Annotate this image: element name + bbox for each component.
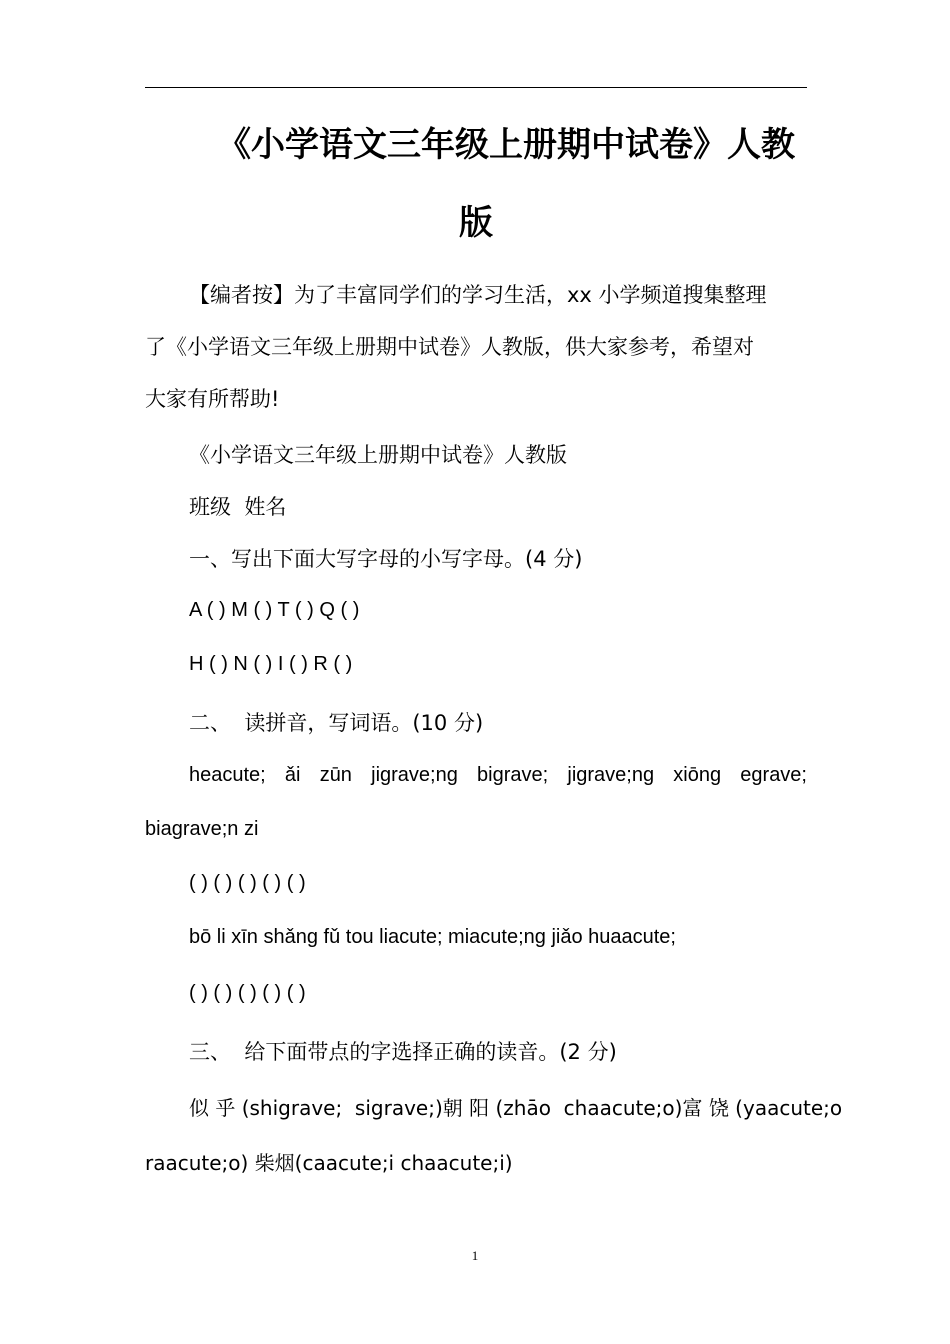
- section-2-heading: 二、 读拼音，写词语。(10 分): [189, 711, 484, 735]
- pinyin-word: xiōng: [673, 764, 722, 786]
- section-2-pinyin-line-1-continued: biagrave;n zi: [145, 818, 259, 840]
- document-title-line-2: 版: [459, 203, 493, 243]
- page-number: 1: [471, 1248, 479, 1263]
- section-1-row-1: A ( ) M ( ) T ( ) Q ( ): [189, 599, 360, 621]
- pinyin-word: jigrave;ng: [567, 764, 655, 786]
- pinyin-word: ǎi: [284, 764, 301, 786]
- intro-line-3: 大家有所帮助!: [145, 387, 280, 411]
- document-title-line-1: 《小学语文三年级上册期中试卷》人教: [217, 125, 795, 165]
- header-rule: [145, 87, 807, 88]
- intro-line-1: 【编者按】为了丰富同学们的学习生活，xx 小学频道搜集整理: [189, 283, 767, 307]
- section-2-pinyin-line-1: [145, 764, 807, 787]
- section-3-heading: 三、 给下面带点的字选择正确的读音。(2 分): [189, 1040, 617, 1064]
- section-2-blanks-1: ( ) ( ) ( ) ( ) ( ): [189, 872, 306, 894]
- class-name-line: 班级 姓名: [189, 495, 287, 519]
- section-3-line-2: raacute;o) 柴烟(caacute;i chaacute;i): [145, 1151, 513, 1175]
- pinyin-word: egrave;: [740, 764, 807, 786]
- subtitle: 《小学语文三年级上册期中试卷》人教版: [189, 443, 567, 467]
- section-1-heading: 一、写出下面大写字母的小写字母。(4 分): [189, 547, 583, 571]
- section-2-blanks-2: ( ) ( ) ( ) ( ) ( ): [189, 982, 306, 1004]
- section-2-pinyin-line-2: bō li xīn shǎng fǔ tou liacute; miacute;ng jiǎo huaacute;: [189, 926, 676, 948]
- pinyin-word: bigrave;: [477, 764, 549, 786]
- section-1-row-2: H ( ) N ( ) I ( ) R ( ): [189, 653, 353, 675]
- pinyin-word: zūn: [319, 764, 352, 786]
- reading-choice-item: 富 饶 (yaacute;o: [682, 1096, 843, 1120]
- reading-choice-item: 朝 阳 (zhāo chaacute;o): [442, 1096, 683, 1120]
- reading-choice-item: 似 乎 (shigrave; sigrave;): [189, 1096, 443, 1120]
- section-3-line-1: [145, 1092, 843, 1121]
- pinyin-word: heacute;: [189, 764, 266, 786]
- intro-line-2: 了《小学语文三年级上册期中试卷》人教版，供大家参考，希望对: [145, 335, 754, 359]
- pinyin-word: jigrave;ng: [371, 764, 458, 786]
